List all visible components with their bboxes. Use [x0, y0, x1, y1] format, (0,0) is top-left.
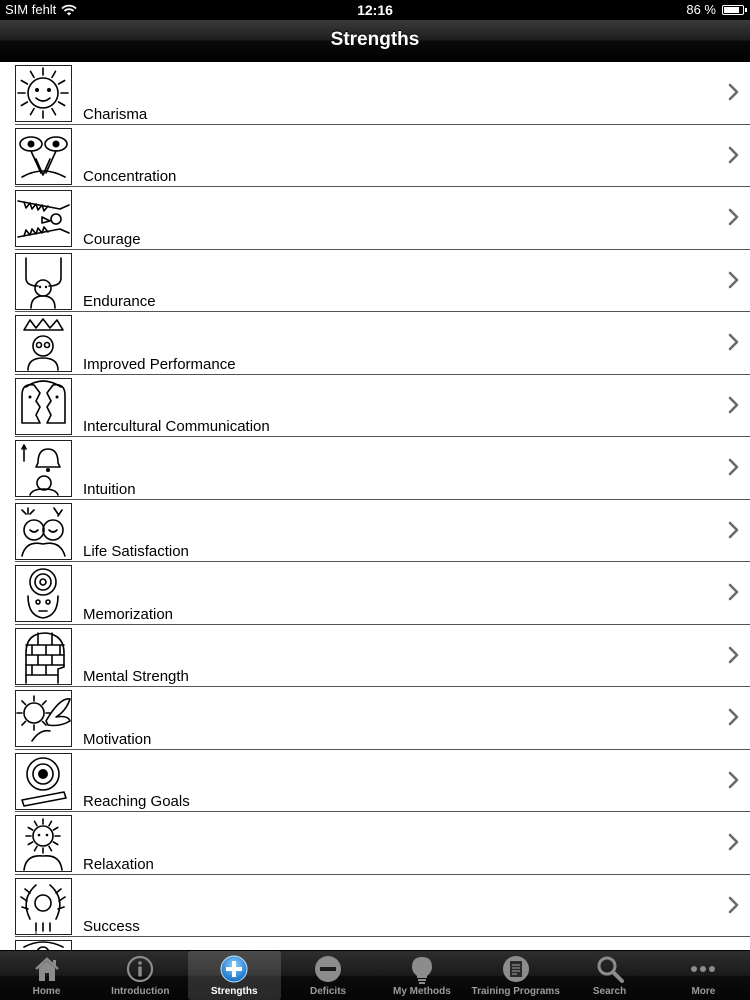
battery-percentage: 86 %: [686, 2, 716, 17]
tab-training-programs[interactable]: [469, 951, 562, 1000]
list-item-label: Reaching Goals: [83, 793, 190, 810]
sun-face-icon: [15, 65, 72, 122]
hanging-man-icon: [15, 253, 72, 310]
battery-fill: [724, 7, 739, 13]
tab-label: Strengths: [210, 986, 258, 997]
status-time: 12:16: [357, 2, 393, 18]
two-faces-icon: [15, 378, 72, 435]
tab-more[interactable]: [657, 951, 750, 1000]
chevron-right-icon: [727, 271, 739, 289]
crocodile-jaws-icon: [15, 190, 72, 247]
chevron-right-icon: [727, 521, 739, 539]
list-item-label: Life Satisfaction: [83, 543, 189, 560]
list-item[interactable]: [0, 687, 750, 750]
battery-indicator: [686, 0, 744, 20]
list-item-label: Endurance: [83, 293, 156, 310]
partial-thumbnail-icon: [15, 940, 72, 950]
list-item[interactable]: [0, 875, 750, 938]
list-item-label: Concentration: [83, 168, 177, 185]
laurel-figure-icon: [15, 878, 72, 935]
target-icon: [15, 753, 72, 810]
tab-bar: [0, 950, 750, 1000]
list-item[interactable]: [0, 250, 750, 313]
list-item[interactable]: [0, 375, 750, 438]
house-icon: [32, 954, 62, 984]
chevron-right-icon: [727, 83, 739, 101]
list-item[interactable]: [0, 187, 750, 250]
list-item[interactable]: [0, 312, 750, 375]
list-item[interactable]: [0, 625, 750, 688]
chevron-right-icon: [727, 208, 739, 226]
list-item[interactable]: [0, 562, 750, 625]
tab-strengths[interactable]: [188, 951, 281, 1000]
page-title: Strengths: [330, 29, 420, 50]
list-item-label: Improved Performance: [83, 355, 236, 373]
navigation-bar: [0, 20, 750, 62]
battery-icon: [722, 5, 744, 15]
embracing-couple-icon: [15, 503, 72, 560]
tab-label: Home: [32, 986, 61, 997]
list-item[interactable]: [0, 750, 750, 813]
tab-home[interactable]: [0, 951, 93, 1000]
list-item-label: Relaxation: [83, 855, 154, 873]
list-item-label: Mental Strength: [83, 668, 189, 685]
list-item-label: Intuition: [83, 480, 136, 498]
tab-my-methods[interactable]: [375, 951, 468, 1000]
bell-idea-icon: [15, 440, 72, 497]
list-item[interactable]: [0, 125, 750, 188]
list-item-label: Memorization: [83, 605, 174, 623]
chevron-right-icon: [727, 583, 739, 601]
list-item[interactable]: [0, 62, 750, 125]
brick-head-icon: [15, 628, 72, 685]
list-item-label: Motivation: [83, 730, 152, 748]
magnifier-icon: [595, 954, 625, 984]
document-icon: [501, 954, 531, 984]
tab-deficits[interactable]: [282, 951, 375, 1000]
tab-label: My Methods: [392, 986, 451, 997]
tab-label: Introduction: [111, 986, 170, 997]
list-item[interactable]: [0, 437, 750, 500]
list-item-label: Courage: [83, 230, 141, 248]
lightbulb-icon: [407, 954, 437, 984]
list-item[interactable]: [0, 812, 750, 875]
sun-figure-icon: [15, 815, 72, 872]
chevron-right-icon: [727, 833, 739, 851]
winged-sun-icon: [15, 690, 72, 747]
tab-label: Search: [592, 986, 627, 997]
list-item-label: Success: [83, 918, 140, 935]
list-item[interactable]: [0, 937, 750, 950]
chevron-right-icon: [727, 708, 739, 726]
maze-head-icon: [15, 565, 72, 622]
info-icon: [125, 954, 155, 984]
list-item-label: Charisma: [83, 105, 148, 123]
chevron-right-icon: [727, 646, 739, 664]
tab-label: Training Programs: [471, 986, 560, 997]
status-bar: [0, 0, 750, 20]
crowned-head-icon: [15, 315, 72, 372]
carrier-label: SIM fehlt: [5, 2, 57, 17]
list-item[interactable]: [0, 500, 750, 563]
chevron-right-icon: [727, 458, 739, 476]
tab-label: More: [691, 986, 716, 997]
list-item-label: Intercultural Communication: [83, 418, 270, 435]
tab-label: Deficits: [309, 986, 347, 997]
chevron-right-icon: [727, 333, 739, 351]
chevron-right-icon: [727, 146, 739, 164]
ellipsis-icon: [688, 954, 718, 984]
minus-circle-icon: [313, 954, 343, 984]
chevron-right-icon: [727, 771, 739, 789]
chevron-right-icon: [727, 896, 739, 914]
strengths-list[interactable]: [0, 62, 750, 950]
tab-search[interactable]: [563, 951, 656, 1000]
plus-circle-icon: [219, 954, 249, 984]
focused-eyes-icon: [15, 128, 72, 185]
chevron-right-icon: [727, 396, 739, 414]
tab-introduction[interactable]: [94, 951, 187, 1000]
